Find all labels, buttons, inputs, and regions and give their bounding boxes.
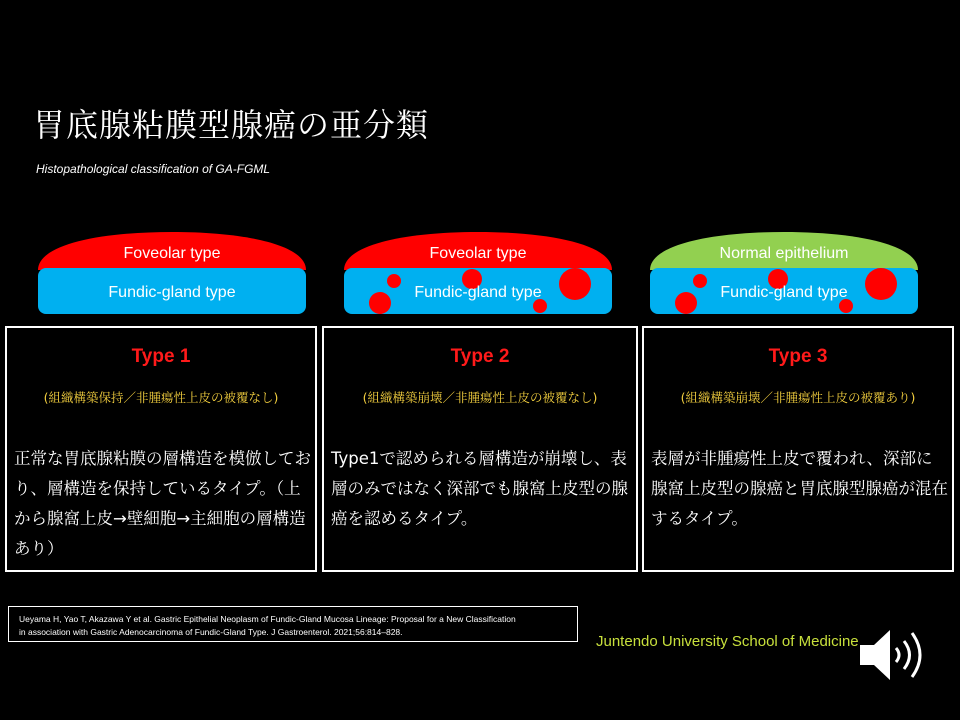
type-2-box <box>322 326 638 572</box>
diagram-type-3-shape <box>650 230 918 316</box>
diagram-type-1 <box>38 230 306 316</box>
slide-subtitle: Histopathological classification of GA-FGML <box>36 162 271 176</box>
type-note: (組織構築保持／非腫瘍性上皮の被覆なし) <box>43 390 279 405</box>
diagram-top-label: Foveolar type <box>123 245 221 262</box>
diagram-bottom-label: Fundic-gland type <box>108 284 236 301</box>
type-note: (組織構築崩壊／非腫瘍性上皮の被覆あり) <box>680 390 916 405</box>
diagram-bottom-label: Fundic-gland type <box>720 284 848 301</box>
diagram-type-1-shape <box>38 230 306 316</box>
type-heading: Type 2 <box>450 346 510 367</box>
citation-line-2: in association with Gastric Adenocarcinoma of Fundic-Gland Type. J Gastroenterol. 2021;56:814–828. <box>19 627 403 637</box>
diagram-top-label: Foveolar type <box>429 245 527 262</box>
type-heading: Type 1 <box>131 346 191 367</box>
diagram-bottom-label: Fundic-gland type <box>414 284 542 301</box>
diagram-type-3 <box>650 230 918 316</box>
type-note: (組織構築崩壊／非腫瘍性上皮の被覆なし) <box>362 390 598 405</box>
institution-footer: Juntendo University School of Medicine <box>596 633 859 650</box>
diagram-type-2-shape <box>344 230 612 316</box>
type-description: 表層が非腫瘍性上皮で覆われ、深部に腺窩上皮型の腺癌と胃底腺型腺癌が混在するタイプ。 <box>651 449 948 528</box>
diagram-type-2 <box>344 230 612 316</box>
type-3-box <box>642 326 954 572</box>
citation-line-1: Ueyama H, Yao T, Akazawa Y et al. Gastric Epithelial Neoplasm of Fundic-Gland Mucosa Lineage: Proposal for a New Classification <box>19 614 516 624</box>
type-1-box <box>5 326 317 572</box>
type-description: Type1で認められる層構造が崩壊し、表層のみではなく深部でも腺窩上皮型の腺癌を認めるタイプ。 <box>331 449 628 528</box>
diagram-top-label: Normal epithelium <box>719 245 849 262</box>
type-heading: Type 3 <box>768 346 828 367</box>
speaker-icon[interactable] <box>858 626 934 688</box>
slide-title: 胃底腺粘膜型腺癌の亜分類 <box>33 106 430 144</box>
type-description: 正常な胃底腺粘膜の層構造を模倣しており、層構造を保持しているタイプ。（上から腺窩上皮→壁細胞→主細胞の層構造あり） <box>14 449 311 558</box>
citation-box <box>8 606 578 642</box>
